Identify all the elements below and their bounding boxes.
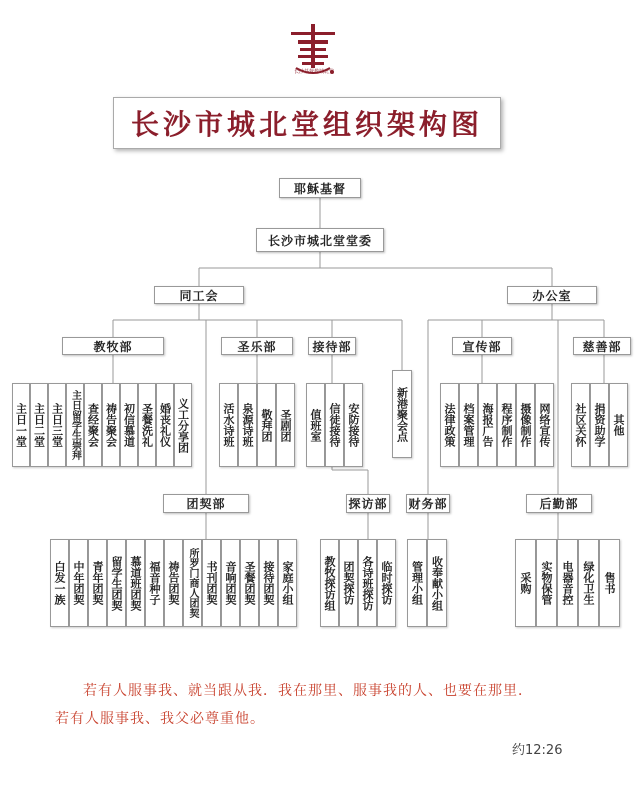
leaf-jiaomu — [156, 383, 174, 467]
leaf-label: 圣餐洗礼 — [140, 403, 154, 447]
leaf-jiaomu — [102, 383, 120, 467]
leaf-label: 白发一族 — [53, 561, 66, 605]
leaf-label: 摄像制作 — [519, 403, 532, 447]
leaf-xuanchuan — [478, 383, 497, 467]
dept-finance: 财务部 — [406, 494, 450, 513]
leaf-cishan — [571, 383, 590, 467]
leaf-label: 音响团契 — [224, 561, 237, 605]
leaf-tanfang — [339, 539, 358, 627]
dept-charity: 慈善部 — [573, 337, 631, 355]
leaf-label: 查经聚会 — [86, 403, 100, 447]
leaf-xuanchuan — [535, 383, 554, 467]
leaf-tanfang — [358, 539, 377, 627]
node-xingang-meeting-point — [392, 370, 412, 458]
node-church-committee: 长沙市城北堂堂委 — [256, 228, 384, 252]
leaf-label: 信徒接待 — [328, 403, 341, 447]
leaf-houqin — [536, 539, 557, 627]
leaf-jiedai — [306, 383, 325, 467]
leaf-jiaomu — [30, 383, 48, 467]
dept-music: 圣乐部 — [221, 337, 293, 355]
leaf-label: 值班室 — [309, 408, 322, 442]
leaf-label: 敬拜团 — [260, 408, 273, 442]
leaf-label: 安防接待 — [347, 403, 360, 447]
leaf-label: 主日三堂 — [50, 403, 64, 447]
leaf-label: 其他 — [612, 414, 625, 436]
xingang-label: 新港聚会点 — [395, 386, 409, 442]
leaf-label: 法律政策 — [443, 403, 456, 447]
leaf-label: 祷告聚会 — [104, 403, 118, 447]
leaf-label: 程序制作 — [500, 403, 513, 447]
leaf-label: 电器音控 — [561, 561, 574, 605]
leaf-label: 主日留学生崇拜 — [69, 390, 81, 460]
leaf-tuanqi — [69, 539, 88, 627]
dept-publicity: 宣传部 — [452, 337, 512, 355]
leaf-label: 社区关怀 — [574, 403, 587, 447]
leaf-label: 福音种子 — [148, 561, 161, 605]
leaf-jiaomu — [120, 383, 138, 467]
leaf-xuanchuan — [516, 383, 535, 467]
leaf-tuanqi — [240, 539, 259, 627]
leaf-shengyue — [219, 383, 238, 467]
leaf-shengyue — [257, 383, 276, 467]
leaf-tuanqi — [107, 539, 126, 627]
leaf-jiaomu — [174, 383, 192, 467]
leaf-label: 各诗班探访 — [361, 555, 374, 611]
leaf-label: 圣剧团 — [279, 408, 292, 442]
leaf-tanfang — [377, 539, 396, 627]
leaf-houqin — [599, 539, 620, 627]
leaf-xuanchuan — [497, 383, 516, 467]
leaf-tuanqi — [50, 539, 69, 627]
leaf-jiaomu — [48, 383, 66, 467]
leaf-label: 捐资助学 — [593, 403, 606, 447]
leaf-tanfang — [320, 539, 339, 627]
dept-fellowship: 团契部 — [163, 494, 249, 513]
leaf-label: 档案管理 — [462, 403, 475, 447]
leaf-label: 教牧探访组 — [323, 555, 336, 611]
leaf-tuanqi — [164, 539, 183, 627]
leaf-jiedai — [325, 383, 344, 467]
leaf-label: 实物保管 — [540, 561, 553, 605]
dept-logistics: 后勤部 — [526, 494, 592, 513]
leaf-xuanchuan — [440, 383, 459, 467]
leaf-shengyue — [238, 383, 257, 467]
node-office: 办公室 — [507, 286, 597, 304]
leaf-shengyue — [276, 383, 295, 467]
logo-subtitle: 长沙基督教城北堂 — [293, 69, 334, 75]
leaf-label: 圣餐团契 — [243, 561, 256, 605]
dept-visitation: 探访部 — [346, 494, 390, 513]
leaf-label: 管理小组 — [410, 561, 424, 605]
leaf-tuanqi — [145, 539, 164, 627]
leaf-label: 泉源诗班 — [241, 403, 254, 447]
leaf-label: 中年团契 — [72, 561, 85, 605]
leaf-label: 初信慕道 — [122, 403, 136, 447]
verse-reference: 约12:26 — [512, 743, 563, 758]
leaf-tuanqi — [259, 539, 278, 627]
leaf-caiwu — [427, 539, 447, 627]
leaf-label: 书刊团契 — [205, 561, 218, 605]
leaf-cishan — [590, 383, 609, 467]
leaf-label: 主日二堂 — [32, 403, 46, 447]
leaf-houqin — [515, 539, 536, 627]
leaf-label: 家庭小组 — [281, 561, 294, 605]
leaf-label: 网络宣传 — [538, 403, 551, 447]
verse-line-1: 若有人服事我、就当跟从我．我在那里、服事我的人、也要在那里． — [83, 683, 533, 699]
leaf-label: 主日一堂 — [14, 403, 28, 447]
leaf-label: 婚丧礼仪 — [158, 403, 172, 447]
leaf-label: 绿化卫生 — [582, 561, 595, 605]
leaf-label: 收奉献小组 — [430, 555, 444, 611]
leaf-houqin — [557, 539, 578, 627]
leaf-tuanqi — [221, 539, 240, 627]
leaf-label: 祷告团契 — [167, 561, 180, 605]
leaf-cishan — [609, 383, 628, 467]
leaf-tuanqi — [202, 539, 221, 627]
dept-reception: 接待部 — [308, 337, 356, 355]
leaf-label: 青年团契 — [91, 561, 104, 605]
leaf-jiaomu — [12, 383, 30, 467]
dept-pastoral: 教牧部 — [62, 337, 164, 355]
leaf-tuanqi — [88, 539, 107, 627]
leaf-label: 所罗门商人团契 — [187, 548, 198, 618]
node-jesus-christ: 耶稣基督 — [279, 178, 361, 198]
leaf-label: 团契探访 — [342, 561, 355, 605]
leaf-label: 采购 — [519, 572, 532, 594]
leaf-label: 海报广告 — [481, 403, 494, 447]
leaf-label: 义工分享团 — [176, 397, 190, 453]
leaf-jiaomu — [84, 383, 102, 467]
leaf-jiaomu — [66, 383, 84, 467]
leaf-xuanchuan — [459, 383, 478, 467]
leaf-tuanqi — [126, 539, 145, 627]
leaf-label: 售书 — [603, 572, 616, 594]
leaf-tuanqi — [278, 539, 297, 627]
leaf-label: 接待团契 — [262, 561, 275, 605]
leaf-houqin — [578, 539, 599, 627]
leaf-caiwu — [407, 539, 427, 627]
node-coworkers-council: 同工会 — [154, 286, 244, 304]
leaf-tuanqi — [183, 539, 202, 627]
verse-line-2: 若有人服事我、我父必尊重他。 — [55, 711, 265, 727]
leaf-label: 活水诗班 — [222, 403, 235, 447]
page-title: 长沙市城北堂组织架构图 — [113, 97, 501, 149]
leaf-label: 留学生团契 — [110, 555, 123, 611]
leaf-label: 慕道班团契 — [129, 555, 142, 611]
leaf-jiedai — [344, 383, 363, 467]
leaf-label: 临时探访 — [380, 561, 393, 605]
leaf-jiaomu — [138, 383, 156, 467]
